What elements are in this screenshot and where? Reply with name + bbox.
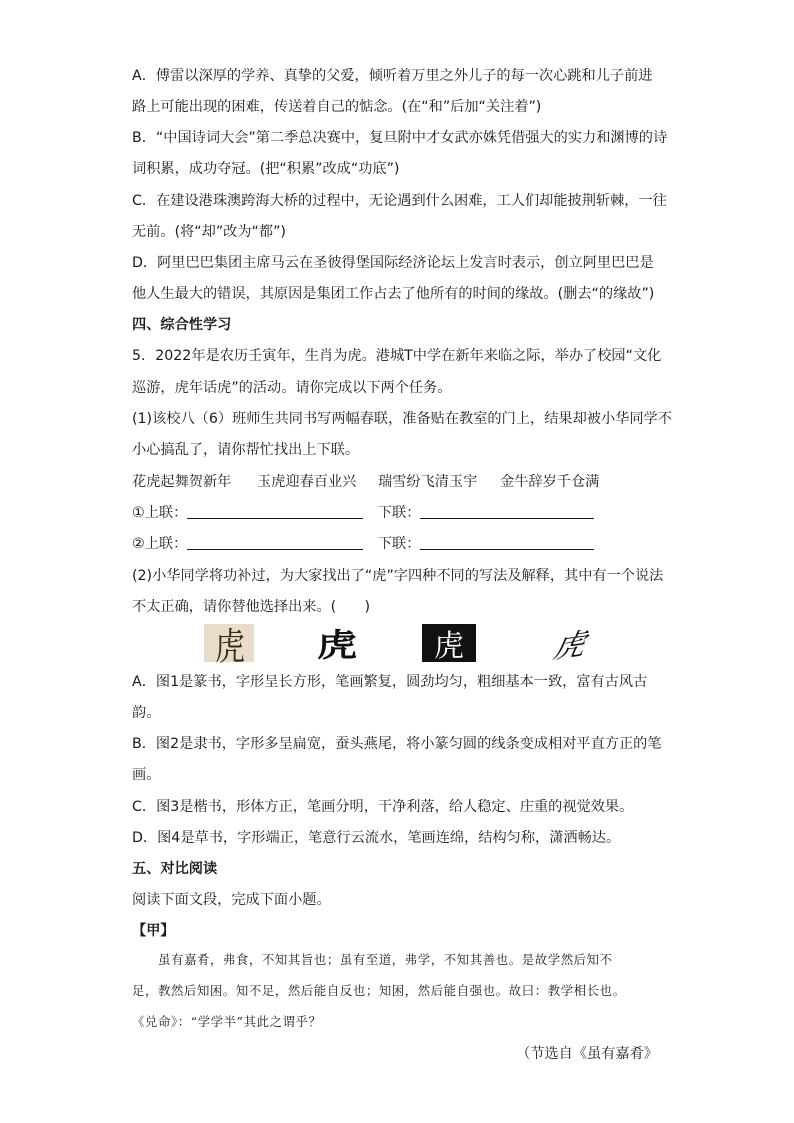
tiger-figure-4-cursive xyxy=(546,624,594,666)
q5-task1-line1: (1)该校八（6）班师生共同书写两幅春联，准备贴在教室的门上，结果却被小华同学不 xyxy=(132,411,672,427)
fill-row-2 xyxy=(132,534,600,554)
q5-task1-line2: 小心搞乱了，请你帮忙找出上下联。 xyxy=(132,442,360,458)
q5-option-b-line1: B．图2是隶书，字形多呈扁宽，蚕头燕尾，将小篆匀圆的线条变成相对平直方正的笔 xyxy=(132,736,662,752)
q5-option-b-line2: 画。 xyxy=(132,767,161,783)
q5-option-c: C．图3是楷书，形体方正，笔画分明，干净利落，给人稳定、庄重的视觉效果。 xyxy=(132,799,634,815)
tiger-figure-2-clerical xyxy=(312,624,362,662)
q4-option-d-line2: 他人生最大的错误，其原因是集团工作占去了他所有的时间的缘故。(删去“的缘故”) xyxy=(132,286,655,302)
upper-label-2: ②上联： xyxy=(132,536,188,552)
q4-option-a-line2: 路上可能出现的困难，传送着自己的惦念。(在“和”后加“关注着”) xyxy=(132,99,542,115)
lower-label-2: 下联： xyxy=(377,536,421,552)
classic-line-3: 《兑命》：“学学半”其此之谓乎？ xyxy=(132,1014,322,1029)
section-4-title: 四、综合性学习 xyxy=(132,317,232,333)
tiger-figure-3-regular xyxy=(422,624,476,662)
tiger-glyph-2: 虎 xyxy=(316,626,358,664)
upper-label-1: ①上联： xyxy=(132,505,188,521)
couplet-1: 花虎起舞贺新年 xyxy=(132,474,232,490)
q4-option-a-line1: A．傅雷以深厚的学养、真挚的父爱，倾听着万里之外儿子的每一次心跳和儿子前进 xyxy=(132,68,653,84)
section-5-title: 五、对比阅读 xyxy=(132,861,218,877)
upper-blank-2[interactable] xyxy=(187,535,363,550)
q5-option-a-line1: A．图1是篆书，字形呈长方形，笔画繁复，圆劲均匀，粗细基本一致，富有古风古 xyxy=(132,674,648,690)
couplet-2: 玉虎迎春百业兴 xyxy=(257,474,357,490)
couplet-4: 金牛辞岁千仓满 xyxy=(500,474,600,490)
tiger-glyph-3: 虎 xyxy=(434,629,464,664)
lower-label-1: 下联： xyxy=(377,505,421,521)
lower-blank-2[interactable] xyxy=(420,535,594,550)
q4-option-c-line1: C．在建设港珠澳跨海大桥的过程中，无论遇到什么困难，工人们却能披荆斩棘，一往 xyxy=(132,193,667,209)
q5-option-a-line2: 韵。 xyxy=(132,705,161,721)
tiger-glyph-4: 虎 xyxy=(550,627,589,666)
tiger-glyph-1: 虎 xyxy=(215,625,243,670)
couplet-3: 瑞雪纷飞清玉宇 xyxy=(378,474,478,490)
classic-line-1: 虽有嘉肴，弗食，不知其旨也；虽有至道，弗学，不知其善也。是故学然后知不 xyxy=(132,952,613,967)
lower-blank-1[interactable] xyxy=(420,504,594,519)
passage-source: （节选自《虽有嘉肴》 xyxy=(516,1046,658,1062)
q4-option-d-line1: D．阿里巴巴集团主席马云在圣彼得堡国际经济论坛上发言时表示，创立阿里巴巴是 xyxy=(132,255,654,271)
section-5-intro: 阅读下面文段，完成下面小题。 xyxy=(132,892,331,908)
q5-option-d: D．图4是草书，字形端正，笔意行云流水，笔画连绵，结构匀称，潇洒畅达。 xyxy=(132,830,621,846)
jia-label: 【甲】 xyxy=(132,923,175,939)
q5-intro-line1: 5．2022年是农历壬寅年，生肖为虎。港城T中学在新年来临之际，举办了校园“文化 xyxy=(132,348,662,364)
tiger-figure-1-seal xyxy=(204,624,254,670)
q5-task2-line1: (2)小华同学将功补过，为大家找出了“虎”字四种不同的写法及解释，其中有一个说法 xyxy=(132,568,664,584)
classic-line-2: 足，教然后知困。知不足，然后能自反也；知困，然后能自强也。故曰：教学相长也。 xyxy=(132,983,626,998)
upper-blank-1[interactable] xyxy=(187,504,363,519)
q4-option-c-line2: 无前。(将“却”改为“都”) xyxy=(132,224,286,240)
q4-option-b-line1: B．“中国诗词大会”第二季总决赛中，复旦附中才女武亦姝凭借强大的实力和渊博的诗 xyxy=(132,130,668,146)
q5-intro-line2: 巡游，虎年话虎”的活动。请你完成以下两个任务。 xyxy=(132,380,452,396)
q4-option-b-line2: 词积累，成功夺冠。(把“积累”改成“功底”) xyxy=(132,161,400,177)
fill-row-1 xyxy=(132,503,600,523)
q5-task2-line2: 不太正确，请你替他选择出来。( ) xyxy=(132,599,371,615)
